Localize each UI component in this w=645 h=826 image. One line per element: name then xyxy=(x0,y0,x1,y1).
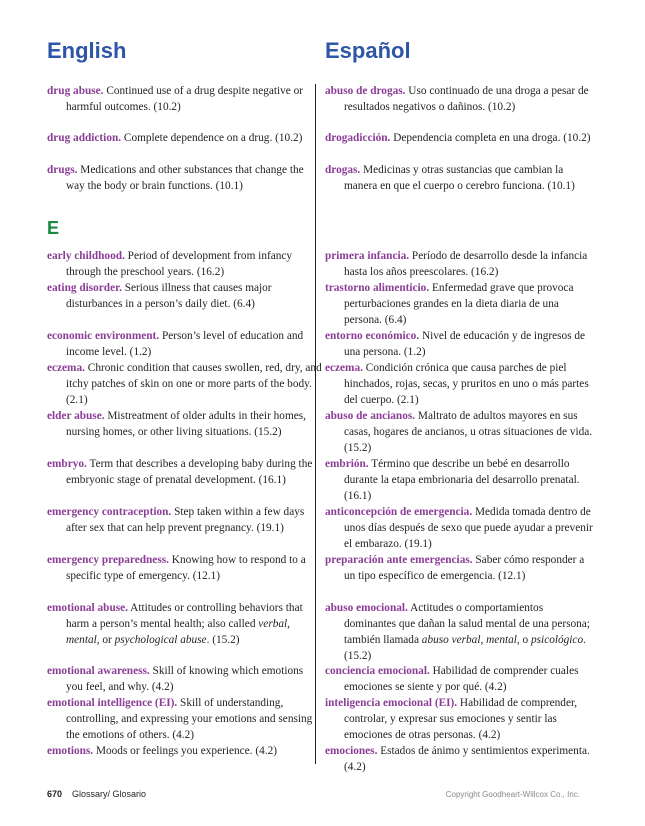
glossary-entry-es xyxy=(325,84,596,116)
entry-term: emotions. xyxy=(47,745,94,757)
glossary-entry-en xyxy=(47,131,322,147)
entry-term: emergency preparedness. xyxy=(47,554,169,566)
entry-term: drug abuse. xyxy=(47,85,104,97)
glossary-entry-en xyxy=(47,329,322,361)
page-number: 670 xyxy=(47,789,63,799)
entry-italic-term: mental xyxy=(66,633,97,646)
entry-term: conciencia emocional. xyxy=(325,665,430,677)
entry-definition: Condición crónica que causa parches de piel hinchados, rojas, secas, y pruritos en uno o más partes del cuerpo. (2.1) xyxy=(344,362,589,406)
entry-definition: Step taken within a few days after sex that can help prevent pregnancy. (19.1) xyxy=(66,506,305,534)
entry-definition: Period of development from infancy through the preschool years. (16.2) xyxy=(66,250,293,278)
entry-definition: , or xyxy=(96,633,115,646)
entry-definition: Person’s level of education and income level. (1.2) xyxy=(66,330,304,358)
glossary-entry-en xyxy=(47,249,322,281)
entry-definition: Habilidad de comprender cuales emociones se siente y por qué. (4.2) xyxy=(344,665,579,693)
entry-definition: Medicinas y otras sustancias que cambian la manera en que el cuerpo o cerebro funciona. (10.1) xyxy=(344,164,575,192)
entry-definition: Skill of knowing which emotions you feel, and why. (4.2) xyxy=(66,665,304,693)
glossary-entry-en xyxy=(47,664,322,696)
glossary-entry-en xyxy=(47,361,322,409)
entry-term: drogas. xyxy=(325,164,361,176)
entry-term: drugs. xyxy=(47,164,78,176)
entry-term: emociones. xyxy=(325,745,378,757)
entry-term: emotional abuse. xyxy=(47,602,128,614)
footer-label: Glossary/ Glosario xyxy=(72,789,147,799)
glossary-entry-es xyxy=(325,505,596,553)
entry-term: eczema. xyxy=(47,362,85,374)
glossary-entry-es xyxy=(325,361,596,409)
entry-definition: Knowing how to respond to a specific type of emergency. (12.1) xyxy=(66,554,306,582)
glossary-entry-es xyxy=(325,409,596,457)
entry-definition: . (15.2) xyxy=(344,633,586,662)
entry-term: eczema. xyxy=(325,362,363,374)
entry-definition: Uso continuado de una droga a pesar de resultados negativos o dañinos. (10.2) xyxy=(344,85,589,113)
entry-term: entorno económico. xyxy=(325,330,420,342)
entry-italic-term: mental xyxy=(486,633,517,646)
entry-definition: . (15.2) xyxy=(206,633,240,646)
entry-term: drogadicción. xyxy=(325,132,391,144)
entry-definition: Período de desarrollo desde la infancia hasta los años preescolares. (16.2) xyxy=(344,250,588,278)
section-letter: E xyxy=(47,218,60,238)
glossary-entry-es xyxy=(325,457,596,505)
spanish-column-title: Español xyxy=(325,38,411,63)
entry-definition: Serious illness that causes major disturbances in a person’s daily diet. (6.4) xyxy=(66,282,272,310)
entry-term: embrión. xyxy=(325,458,369,470)
entry-definition: Dependencia completa en una droga. (10.2) xyxy=(393,132,591,144)
glossary-entry-es xyxy=(325,131,596,147)
entry-definition: Medida tomada dentro de unos días después de sexo que puede ayudar a prevenir el embarazo. (19.1) xyxy=(344,506,593,550)
glossary-entry-en xyxy=(47,696,322,744)
glossary-entry-en xyxy=(47,744,322,760)
entry-term: abuso de ancianos. xyxy=(325,410,416,422)
entry-definition: , xyxy=(287,617,290,630)
english-column-title: English xyxy=(47,38,127,63)
glossary-entry-es xyxy=(325,744,596,776)
entry-term: eating disorder. xyxy=(47,282,122,294)
entry-term: early childhood. xyxy=(47,250,125,262)
entry-italic-term: psicológico xyxy=(531,633,584,646)
entry-italic-term: psychological abuse xyxy=(114,633,207,646)
entry-definition: , xyxy=(480,633,487,646)
glossary-entry-en xyxy=(47,601,322,649)
entry-term: drug addiction. xyxy=(47,132,122,144)
entry-definition: Nivel de educación y de ingresos de una persona. (1.2) xyxy=(344,330,586,358)
glossary-entry-es xyxy=(325,696,596,744)
glossary-entry-es xyxy=(325,553,596,585)
entry-italic-term: verbal xyxy=(258,617,288,630)
entry-term: elder abuse. xyxy=(47,410,105,422)
entry-definition: Actitudes o comportamientos dominantes que dañan la salud mental de una persona; también llamada xyxy=(344,602,590,646)
entry-term: trastorno alimenticio. xyxy=(325,282,430,294)
entry-definition: Estados de ánimo y sentimientos experimenta. (4.2) xyxy=(344,745,590,773)
glossary-entry-es xyxy=(325,249,596,281)
entry-term: abuso de drogas. xyxy=(325,85,406,97)
glossary-entry-en xyxy=(47,505,322,537)
glossary-entry-es xyxy=(325,664,596,696)
glossary-entry-es xyxy=(325,281,596,329)
entry-definition: Chronic condition that causes swollen, red, dry, and itchy patches of skin on one or more parts of the body. (2.1) xyxy=(66,362,322,406)
entry-term: economic environment. xyxy=(47,330,160,342)
glossary-entry-en xyxy=(47,84,322,116)
entry-definition: Attitudes or controlling behaviors that harm a person’s mental health; also called xyxy=(66,602,303,630)
entry-definition: Term that describes a developing baby during the embryonic stage of prenatal development. (16.1) xyxy=(66,458,313,486)
glossary-entry-en xyxy=(47,553,322,585)
entry-term: anticoncepción de emergencia. xyxy=(325,506,473,518)
entry-definition: Maltrato de adultos mayores en sus casas, hogares de ancianos, u otras situaciones de vida. (15.2) xyxy=(344,410,593,454)
entry-italic-term: abuso verbal xyxy=(421,633,481,646)
entry-definition: Continued use of a drug despite negative or harmful outcomes. (10.2) xyxy=(66,85,304,113)
entry-definition: Enfermedad grave que provoca perturbaciones grandes en la dieta diaria de una persona. (6.4) xyxy=(344,282,574,326)
entry-term: preparación ante emergencias. xyxy=(325,554,473,566)
entry-definition: Skill of understanding, controlling, and expressing your emotions and sensing the emotions of others. (4.2) xyxy=(66,697,313,741)
entry-definition: Término que describe un bebé en desarrollo durante la etapa embrionaria del desarrollo prenatal. (16.1) xyxy=(344,458,580,502)
entry-term: inteligencia emocional (EI). xyxy=(325,697,458,709)
glossary-entry-en xyxy=(47,457,322,489)
glossary-entry-es xyxy=(325,329,596,361)
entry-definition: Saber cómo responder a un tipo específico de emergencia. (12.1) xyxy=(344,554,585,582)
glossary-entry-en xyxy=(47,163,322,195)
entry-term: primera infancia. xyxy=(325,250,410,262)
glossary-entry-es xyxy=(325,163,596,195)
glossary-entry-en xyxy=(47,281,322,313)
entry-definition: Moods or feelings you experience. (4.2) xyxy=(95,745,277,757)
entry-definition: Habilidad de comprender, controlar, y expresar sus emociones y sentir las emociones de otras personas. (4.2) xyxy=(344,697,578,741)
entry-definition: , o xyxy=(516,633,532,646)
glossary-entry-en xyxy=(47,409,322,441)
entry-term: emergency contraception. xyxy=(47,506,172,518)
entry-definition: Medications and other substances that change the way the body or brain functions. (10.1) xyxy=(66,164,304,192)
entry-term: embryo. xyxy=(47,458,87,470)
copyright-notice: Copyright Goodheart-Willcox Co., Inc. xyxy=(445,790,580,799)
entry-term: emotional intelligence (EI). xyxy=(47,697,178,709)
glossary-entry-es xyxy=(325,601,596,665)
entry-definition: Mistreatment of older adults in their homes, nursing homes, or other living situations. (15.2) xyxy=(66,410,306,438)
entry-definition: Complete dependence on a drug. (10.2) xyxy=(123,132,303,144)
entry-term: abuso emocional. xyxy=(325,602,408,614)
entry-term: emotional awareness. xyxy=(47,665,150,677)
